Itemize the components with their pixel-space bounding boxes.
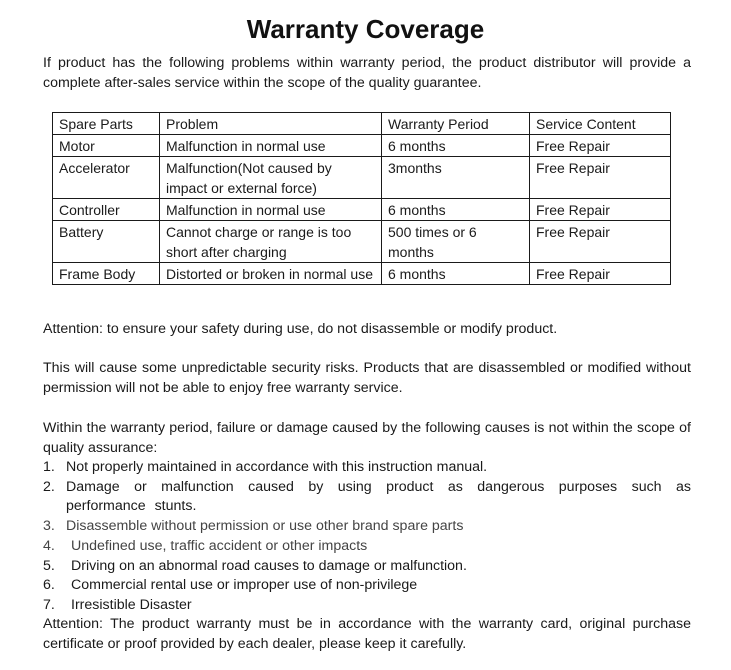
list-text: Commercial rental use or improper use of non-privilege [71,577,418,594]
cell-part: Battery [53,221,160,263]
list-item [43,517,691,537]
warranty-table [52,112,671,285]
list-number: 3. [43,518,55,535]
cell-part: Frame Body [53,263,160,285]
intro-paragraph: If product has the following problems within warranty period, the product distributor will provide a complete after-sales service within the scope of the quality guarantee. [43,55,691,91]
table-row [53,135,671,157]
exclusions-intro: Within the warranty period, failure or damage caused by the following causes is not within the scope of quality assurance: [43,420,691,456]
list-text: Damage or malfunction caused by using product as dangerous purposes such as performance stunts. [66,478,691,515]
cell-service: Free Repair [530,157,671,199]
cell-part: Controller [53,199,160,221]
header-problem: Problem [160,113,382,135]
list-item [43,458,691,478]
cell-service: Free Repair [530,263,671,285]
list-item [43,537,691,557]
cell-problem: Cannot charge or range is too short after charging [160,221,382,263]
cell-service: Free Repair [530,135,671,157]
cell-problem: Malfunction in normal use [160,135,382,157]
list-text: Driving on an abnormal road causes to damage or malfunction. [71,557,467,574]
list-text: Irresistible Disaster [71,596,192,613]
cell-problem: Distorted or broken in normal use [160,263,382,285]
list-item [43,596,691,616]
table-header-row [53,113,671,135]
table-row [53,263,671,285]
table-row [53,221,671,263]
cell-service: Free Repair [530,199,671,221]
header-service-content: Service Content [530,113,671,135]
list-item [43,576,691,596]
cell-period: 6 months [382,263,530,285]
cell-part: Motor [53,135,160,157]
list-number: 2. [43,478,55,495]
cell-period: 3months [382,157,530,199]
list-text: Undefined use, traffic accident or other impacts [71,537,368,554]
cell-period: 500 times or 6 months [382,221,530,263]
attention-safety: Attention: to ensure your safety during use, do not disassemble or modify product. [43,321,558,337]
list-text: Disassemble without permission or use other brand spare parts [66,518,464,535]
cell-period: 6 months [382,199,530,221]
exclusions-list [43,458,691,616]
header-warranty-period: Warranty Period [382,113,530,135]
list-number: 7. [43,596,55,613]
table-row [53,157,671,199]
list-number: 5. [43,557,55,574]
list-text: Not properly maintained in accordance with this instruction manual. [66,459,488,475]
header-spare-parts: Spare Parts [53,113,160,135]
page-title: Warranty Coverage [246,14,485,44]
attention-warranty-card: Attention: The product warranty must be in accordance with the warranty card, original purchase certificate or proof provided by each dealer, please keep it carefully. [43,616,691,652]
cell-period: 6 months [382,135,530,157]
cell-service: Free Repair [530,221,671,263]
cell-part: Accelerator [53,157,160,199]
risk-paragraph: This will cause some unpredictable security risks. Products that are disassembled or modified without permission will not be able to enjoy free warranty service. [43,360,691,396]
list-number: 6. [43,577,55,594]
list-number: 4. [43,537,55,554]
table-row [53,199,671,221]
cell-problem: Malfunction(Not caused by impact or external force) [160,157,382,199]
list-item [43,478,691,517]
list-number: 1. [43,459,55,475]
cell-problem: Malfunction in normal use [160,199,382,221]
list-item [43,557,691,577]
